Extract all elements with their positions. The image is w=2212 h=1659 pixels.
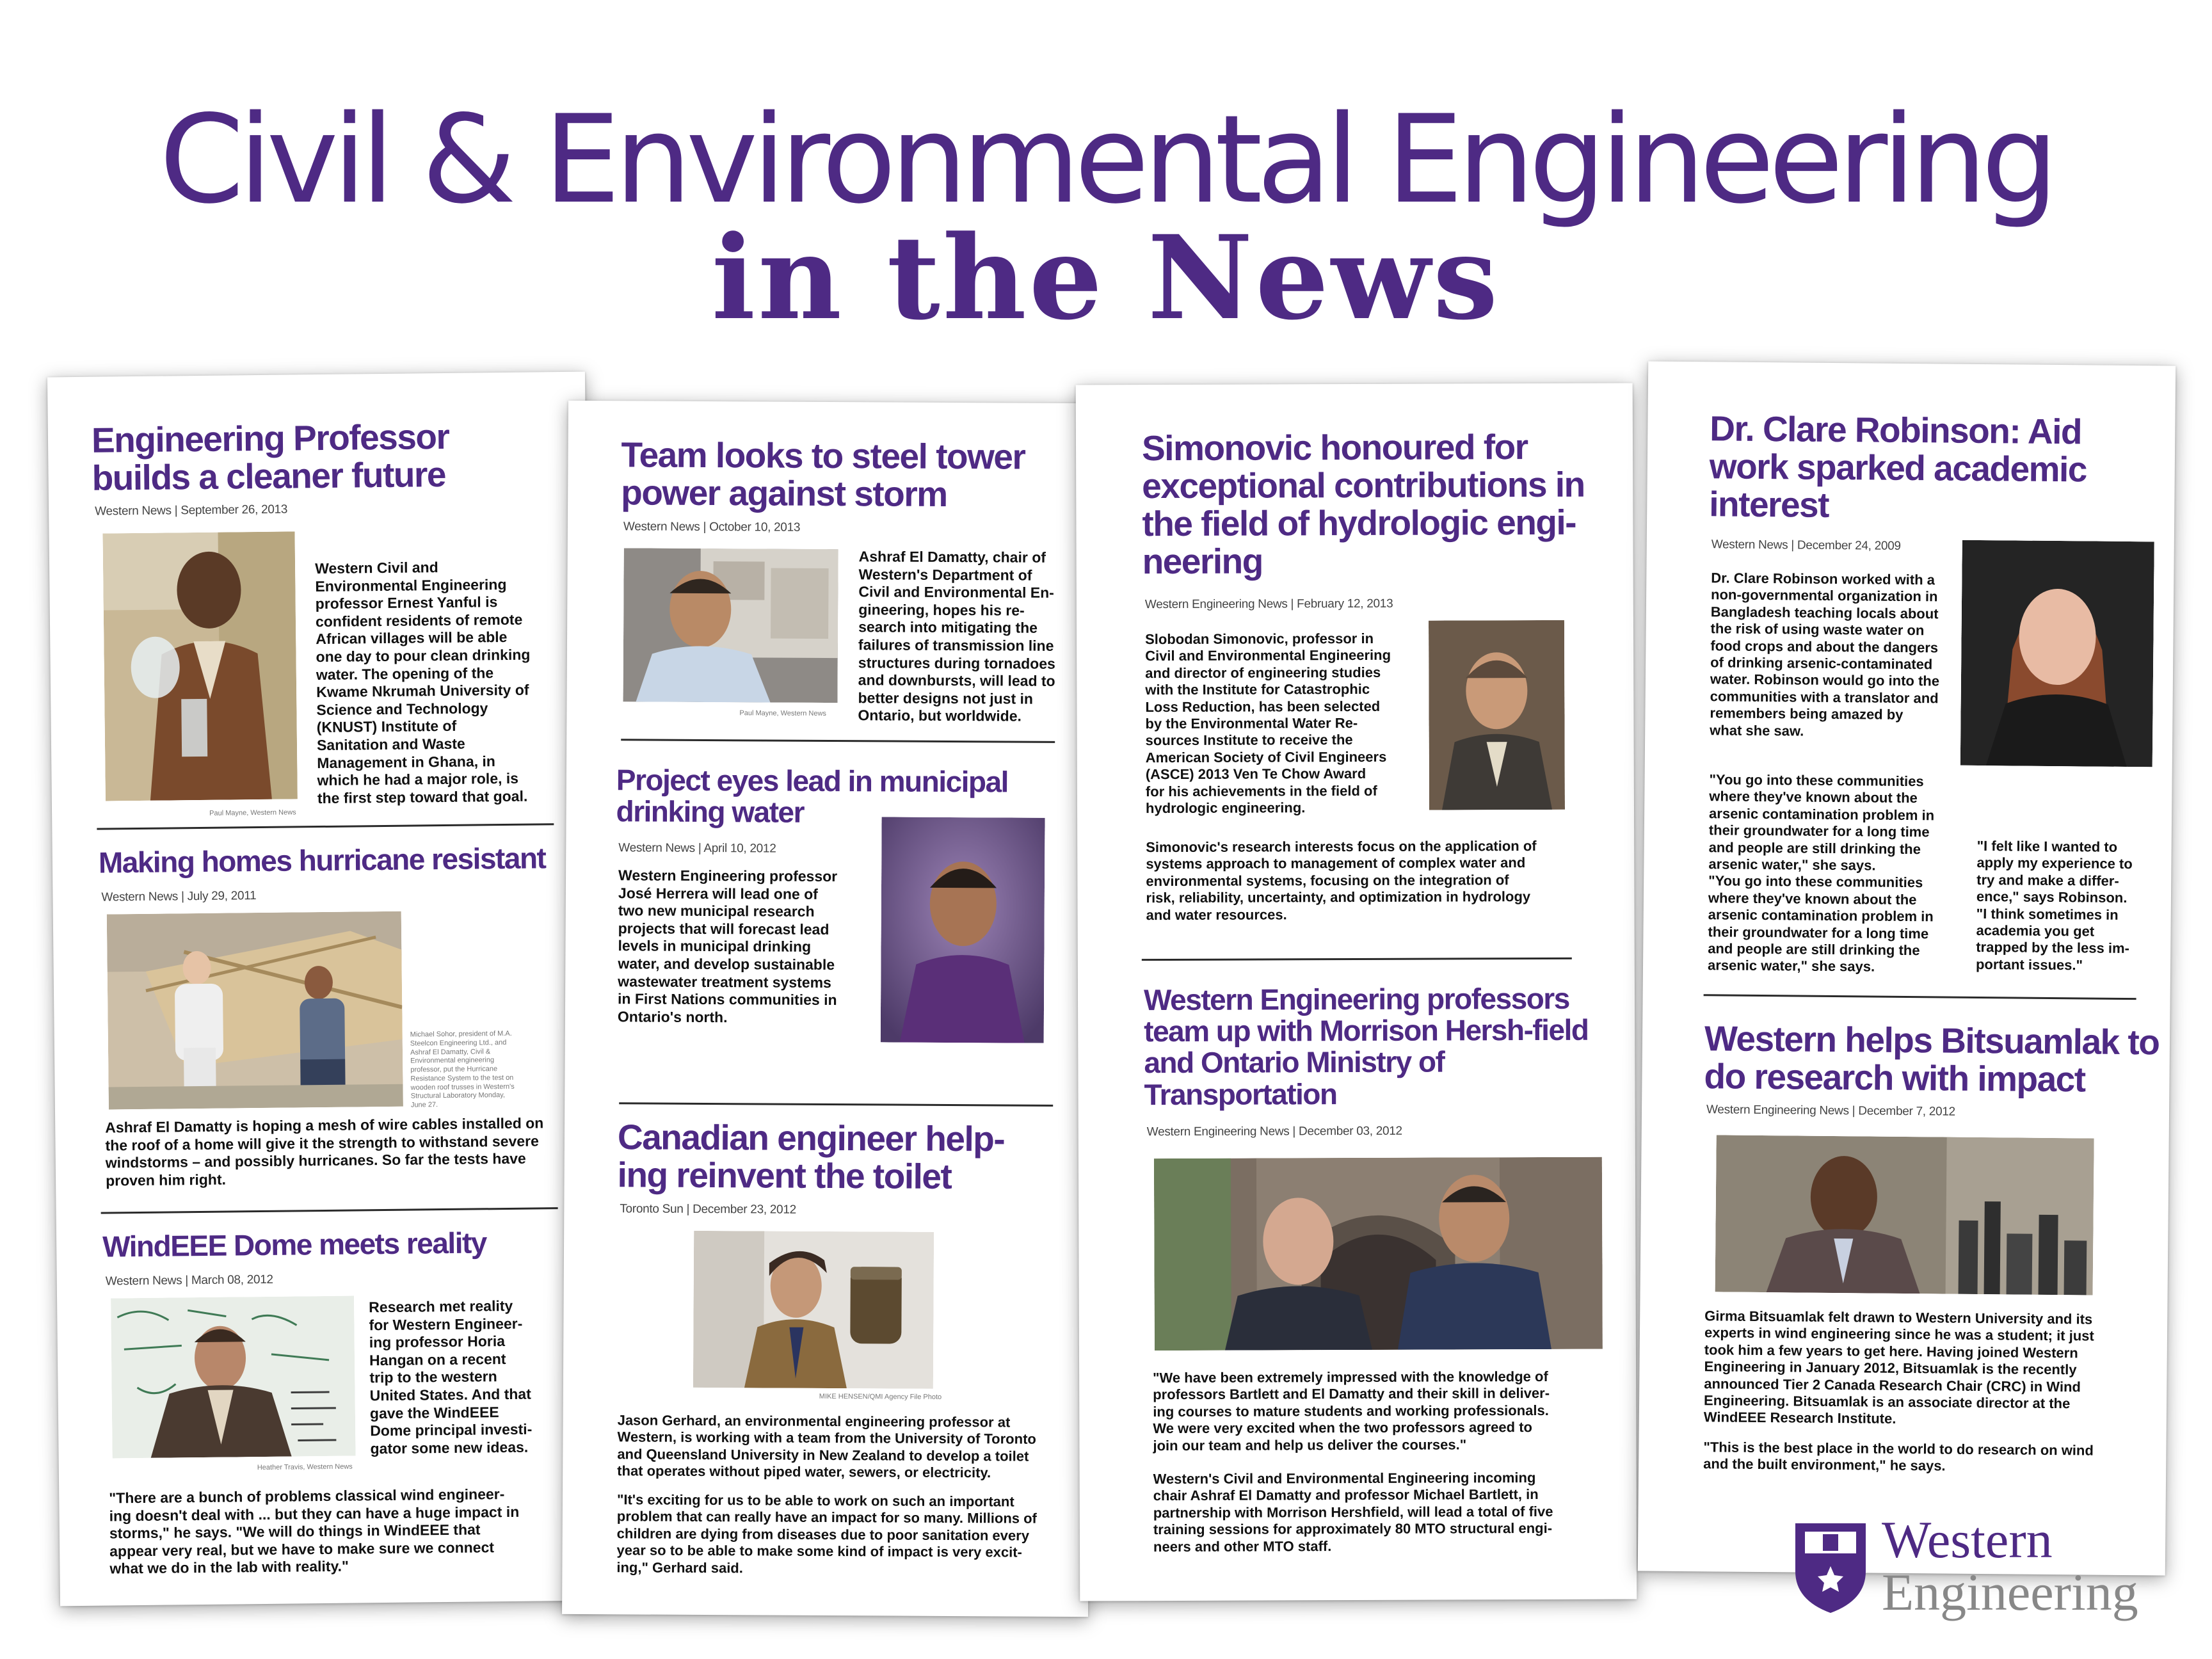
article-windeee — [56, 1207, 598, 1607]
photo-clare-robinson — [1960, 540, 2154, 767]
photo-credit: Paul Mayne, Western News — [209, 808, 296, 817]
article-source: Western News | December 24, 2009 — [1711, 538, 1901, 553]
article-body: Slobodan Simonovic, professor in Civil and Environmental Engineering and director of engineering studies with the Institute for Catastrophic Loss Reduction, has been selected by the Environmental Water Re- sources Institute to receive the American Society of Civil Engineers (ASCE) 2013 Ven Te Chow Award for his achievements in the field of hydrologic engineering. — [1145, 630, 1391, 817]
logo-line-2: Engineering — [1882, 1563, 2138, 1621]
article-bitsuamlak — [1638, 993, 2170, 1574]
article-body: Ashraf El Damatty, chair of Western's Department of Civil and Environmental En- gineering, hopes his re- search into mitigating the failures of transmission line structures during tornadoes and downbursts, will lead to better designs not just in Ontario, but worldwide. — [858, 548, 1055, 725]
article-quote-left: "You go into these communities where they've known about the arsenic contamination problem in their groundwater for a long time and people are still drinking the arsenic water," she says. "You go into these communities where they've known about the arsenic contamination problem in their groundwater for a long time and people are still drinking the arsenic water," she says. — [1707, 771, 1935, 975]
article-steel-tower — [566, 401, 1094, 742]
article-source: Western Engineering News | February 12, 2013 — [1144, 597, 1393, 612]
photo-horia-hangan — [111, 1296, 356, 1459]
photo-girma-bitsuamlak — [1715, 1135, 2094, 1295]
article-body: Dr. Clare Robinson worked with a non-governmental organization in Bangladesh teaching locals about the risk of using waste water on food crops and about the dangers of drinking arsenic-contaminated water. Robinson would go into the communities with a translator and remembers being amazed by what she saw. — [1710, 570, 1940, 739]
article-headline: Simonovic honoured for exceptional contributions in the field of hydrologic engi-neering — [1141, 427, 1585, 581]
article-quote: "It's exciting for us to be able to work on such an important problem that can really have an impact for so many. Millions of children are dying from diseases due to poor sanitation every year so to be able to make some kind of impact is very excit- ing," Gerhard said. — [616, 1491, 1037, 1576]
photo-jason-gerhard — [693, 1231, 934, 1389]
article-headline: Western Engineering professors team up with Morrison Hersh-field and Ontario Ministry of Transportation — [1143, 981, 1589, 1111]
article-source: Western Engineering News | December 7, 2012 — [1706, 1103, 1955, 1119]
article-body: Western Engineering professor José Herrera will lead one of two new municipal research projects that will forecast lead levels in municipal drinking water, and develop sustainable wastewater treatment systems in First Nations communities in Ontario's north. — [617, 867, 838, 1025]
article-quote: "This is the best place in the world to do research on wind and the built environment," he says. — [1703, 1439, 2094, 1474]
article-headline: Western helps Bitsuamlak to do research with impact — [1704, 1018, 2160, 1100]
page-title: Civil & Environmental Engineering — [159, 89, 2053, 230]
article-source: Western News | March 08, 2012 — [105, 1272, 273, 1288]
article-source: Western News | April 10, 2012 — [618, 841, 776, 856]
photo-jose-herrera — [881, 817, 1045, 1043]
article-source: Western News | September 26, 2013 — [95, 502, 288, 518]
article-headline: Making homes hurricane resistant — [98, 841, 546, 879]
article-body: Jason Gerhard, an environmental engineering professor at Western, is working with a team from the University of Toronto and Queensland University in New Zealand to develop a toilet that operates without piped water, sewers, or electricity. — [617, 1412, 1036, 1481]
article-quote: "There are a bunch of problems classical wind engineer- ing doesn't deal with ... but they can have a huge impact in storms," he says. "We will do things in WindEEE that appear very real, but we have to make sure we connect what we do in the lab with reality." — [109, 1486, 520, 1577]
article-morrison-hershfield — [1078, 957, 1637, 1601]
article-headline: Engineering Professor builds a cleaner future — [91, 416, 449, 498]
logo-line-1: Western — [1882, 1511, 2053, 1569]
shield-icon — [1792, 1520, 1869, 1616]
article-simonovic — [1076, 383, 1635, 961]
panel-3 — [1076, 383, 1637, 1601]
photo-professors — [1154, 1157, 1603, 1350]
article-body: Research met reality for Western Engineer- ing professor Horia Hangan on a recent trip to the western United States. And that gave the WindEEE Dome principal investi- gator some new ideas. — [369, 1297, 533, 1457]
article-hurricane-resistant — [52, 823, 593, 1213]
photo-ernest-yanful — [103, 531, 298, 801]
article-source: Western News | October 10, 2013 — [623, 520, 801, 534]
article-clare-robinson — [1643, 361, 2176, 999]
article-body: Western's Civil and Environmental Engineering incoming chair Ashraf El Damatty and professor Michael Bartlett, in partnership with Morrison Hershfield, will lead a total of five training sessions for approximately 80 MTO structural engi- neers and other MTO staff. — [1153, 1470, 1553, 1555]
panel-4 — [1638, 361, 2176, 1575]
page-subtitle: in the News — [711, 211, 1501, 346]
article-quote: "We have been extremely impressed with the knowledge of professors Bartlett and El Damatty and their skill in deliver- ing courses to mature students and working professionals. We were very excited when the two professors agreed to join our team and help us deliver the courses." — [1153, 1368, 1550, 1454]
article-headline: Project eyes lead in municipal drinking water — [616, 763, 1009, 830]
article-source: Western Engineering News | December 03, 2012 — [1146, 1124, 1402, 1139]
photo-ashraf-el-damatty — [623, 548, 838, 703]
article-source: Toronto Sun | December 23, 2012 — [620, 1202, 796, 1217]
article-body: Western Civil and Environmental Engineering professor Ernest Yanful is confident residents of remote African villages will be able one day to pour clean drinking water. The opening of the Kwame Nkrumah University of Science and Technology (KNUST) Institute of Sanitation and Waste Management in Ghana, in which he had a major role, is the first step toward that goal. — [314, 559, 531, 806]
article-toilet — [562, 1102, 1091, 1617]
article-headline: Canadian engineer help-ing reinvent the toilet — [617, 1117, 1005, 1196]
photo-caption: Michael Sohor, president of M.A. Steelcon Engineering Ltd., and Ashraf El Damatty, Civil & Environmental engineering professor, put the Hurricane Resistance System to the test on wooden roof trusses in Western's Structural Laboratory Monday, June 27. — [410, 1029, 515, 1109]
article-engineering-professor — [47, 372, 589, 829]
photo-credit: Heather Travis, Western News — [257, 1463, 353, 1472]
article-headline: WindEEE Dome meets reality — [102, 1226, 487, 1263]
article-quote-right: "I felt like I wanted to apply my experience to try and make a differ- ence," says Robinson. "I think sometimes in academia you get trapped by the less im- portant issues." — [1975, 837, 2133, 974]
article-body-2: Simonovic's research interests focus on the application of systems approach to management of complex water and environmental systems, focusing on the integration of risk, reliability, uncertainty, and optimization in hydrology and water resources. — [1146, 838, 1537, 923]
article-lead-water — [565, 739, 1093, 1106]
photo-credit: MIKE HENSEN/QMI Agency File Photo — [819, 1392, 942, 1401]
photo-credit: Paul Mayne, Western News — [739, 709, 826, 717]
photo-hurricane-lab — [107, 911, 403, 1110]
photo-slobodan-simonovic — [1429, 620, 1565, 810]
article-headline: Team looks to steel tower power against storm — [621, 435, 1025, 514]
article-body: Ashraf El Damatty is hoping a mesh of wire cables installed on the roof of a home will give it the strength to withstand severe windstorms – and possibly hurricanes. So far the tests have proven him right. — [105, 1114, 544, 1189]
article-headline: Dr. Clare Robinson: Aid work sparked academic interest — [1709, 408, 2087, 525]
western-engineering-logo — [1792, 1511, 2176, 1635]
panel-2 — [562, 401, 1094, 1617]
article-body: Girma Bitsuamlak felt drawn to Western University and its experts in wind engineering since he was a student; it just took him a few years to get here. Having joined Western Engineering in January 2012, Bitsuamlak is the recently announced Tier 2 Canada Research Chair (CRC) in Wind Engineering. Bitsuamlak is an associate director at the WindEEE Research Institute. — [1703, 1308, 2094, 1427]
panel-1 — [47, 372, 598, 1607]
article-source: Western News | July 29, 2011 — [101, 889, 257, 904]
